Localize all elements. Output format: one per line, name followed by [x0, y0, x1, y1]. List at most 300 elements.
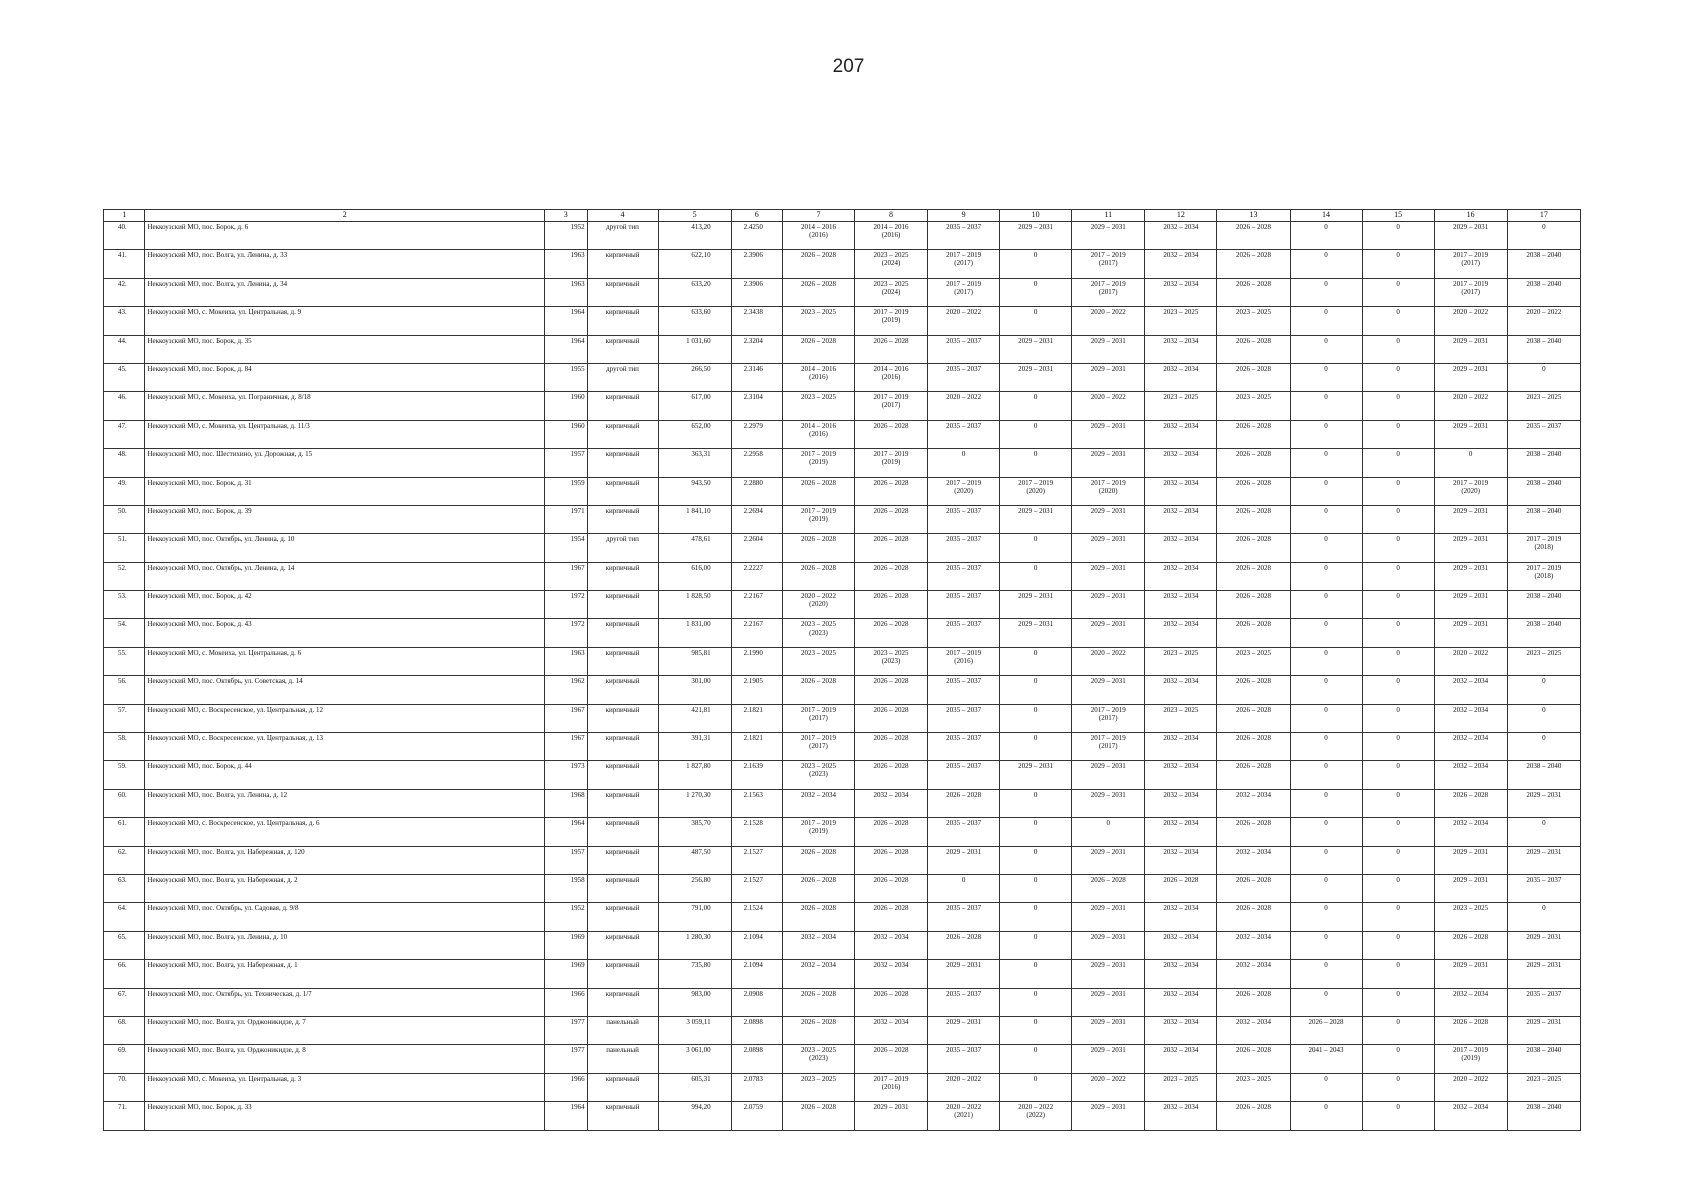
table-cell-col-10: 0 — [1000, 818, 1072, 846]
table-row — [104, 960, 1581, 988]
table-cell-col-12: 2023 – 2025 — [1145, 704, 1217, 732]
table-cell-col-10: 2029 – 2031 — [1000, 222, 1072, 250]
table-cell-col-15: 0 — [1362, 733, 1434, 761]
table-cell-col-11: 2029 – 2031 — [1072, 931, 1145, 959]
table-cell-col-17: 2029 – 2031 — [1507, 960, 1580, 988]
table-row — [104, 733, 1581, 761]
table-cell-col-9: 2035 – 2037 — [928, 591, 1000, 619]
table-cell-col-6: 2.3438 — [731, 307, 782, 335]
table-cell-col-5: 301,00 — [658, 676, 731, 704]
table-cell-col-1: 64. — [104, 903, 145, 931]
table-cell-col-2: Неккоузский МО, пос. Октябрь, ул. Ленина, д. 10 — [145, 534, 545, 562]
table-cell-col-12: 2032 – 2034 — [1145, 505, 1217, 533]
column-header-4: 4 — [587, 210, 658, 222]
table-cell-col-6: 2.3906 — [731, 278, 782, 306]
table-cell-col-13: 2023 – 2025 — [1217, 307, 1290, 335]
table-cell-col-14: 2026 – 2028 — [1290, 1016, 1362, 1044]
table-cell-col-13: 2026 – 2028 — [1217, 874, 1290, 902]
table-cell-col-9: 0 — [928, 449, 1000, 477]
table-cell-col-17: 2023 – 2025 — [1507, 392, 1580, 420]
table-cell-col-9: 2020 – 2022 — [928, 1073, 1000, 1101]
table-cell-col-1: 61. — [104, 818, 145, 846]
table-cell-col-7: 2026 – 2028 — [782, 1016, 854, 1044]
table-cell-col-3: 1964 — [545, 818, 588, 846]
column-header-2: 2 — [145, 210, 545, 222]
table-cell-col-11: 2029 – 2031 — [1072, 222, 1145, 250]
table-cell-col-9: 2035 – 2037 — [928, 1045, 1000, 1073]
table-cell-col-5: 391,31 — [658, 733, 731, 761]
table-cell-col-14: 0 — [1290, 761, 1362, 789]
table-cell-col-17: 2038 – 2040 — [1507, 591, 1580, 619]
table-cell-col-8: 2026 – 2028 — [854, 477, 927, 505]
table-cell-col-13: 2026 – 2028 — [1217, 619, 1290, 647]
table-cell-col-17: 2038 – 2040 — [1507, 505, 1580, 533]
table-cell-col-2: Неккоузский МО, с. Мокеиха, ул. Центральная, д. 6 — [145, 647, 545, 675]
table-cell-col-3: 1959 — [545, 477, 588, 505]
table-cell-col-17: 2017 – 2019 (2018) — [1507, 562, 1580, 590]
table-cell-col-17: 0 — [1507, 818, 1580, 846]
table-cell-col-9: 2020 – 2022 (2021) — [928, 1102, 1000, 1130]
table-cell-col-15: 0 — [1362, 278, 1434, 306]
table-cell-col-7: 2026 – 2028 — [782, 846, 854, 874]
table-cell-col-17: 0 — [1507, 363, 1580, 391]
table-cell-col-16: 2032 – 2034 — [1434, 704, 1507, 732]
table-cell-col-13: 2026 – 2028 — [1217, 591, 1290, 619]
table-cell-col-4: кирпичный — [587, 392, 658, 420]
table-cell-col-5: 413,20 — [658, 222, 731, 250]
table-cell-col-11: 2029 – 2031 — [1072, 449, 1145, 477]
table-cell-col-16: 2029 – 2031 — [1434, 335, 1507, 363]
table-cell-col-6: 2.1563 — [731, 789, 782, 817]
table-cell-col-16: 2017 – 2019 (2017) — [1434, 250, 1507, 278]
table-cell-col-3: 1972 — [545, 619, 588, 647]
table-cell-col-12: 2023 – 2025 — [1145, 307, 1217, 335]
table-cell-col-5: 1 280,30 — [658, 931, 731, 959]
table-row — [104, 392, 1581, 420]
table-cell-col-16: 2032 – 2034 — [1434, 733, 1507, 761]
table-cell-col-11: 2029 – 2031 — [1072, 846, 1145, 874]
table-cell-col-11: 2029 – 2031 — [1072, 363, 1145, 391]
table-cell-col-13: 2026 – 2028 — [1217, 449, 1290, 477]
table-row — [104, 903, 1581, 931]
table-cell-col-7: 2017 – 2019 (2017) — [782, 733, 854, 761]
table-cell-col-13: 2026 – 2028 — [1217, 505, 1290, 533]
table-cell-col-15: 0 — [1362, 704, 1434, 732]
table-cell-col-13: 2026 – 2028 — [1217, 477, 1290, 505]
table-cell-col-11: 2029 – 2031 — [1072, 1016, 1145, 1044]
table-cell-col-6: 2.1527 — [731, 874, 782, 902]
table-cell-col-13: 2026 – 2028 — [1217, 761, 1290, 789]
table-cell-col-17: 0 — [1507, 222, 1580, 250]
table-cell-col-16: 2023 – 2025 — [1434, 903, 1507, 931]
page-number: 207 — [832, 56, 865, 77]
table-cell-col-2: Неккоузский МО, с. Воскресенское, ул. Центральная, д. 6 — [145, 818, 545, 846]
table-cell-col-2: Неккоузский МО, пос. Волга, ул. Набережная, д. 120 — [145, 846, 545, 874]
table-cell-col-12: 2032 – 2034 — [1145, 903, 1217, 931]
table-cell-col-3: 1957 — [545, 846, 588, 874]
table-cell-col-16: 2020 – 2022 — [1434, 1073, 1507, 1101]
table-cell-col-14: 0 — [1290, 903, 1362, 931]
table-cell-col-14: 0 — [1290, 931, 1362, 959]
table-row — [104, 222, 1581, 250]
table-cell-col-3: 1966 — [545, 988, 588, 1016]
table-cell-col-4: кирпичный — [587, 250, 658, 278]
table-cell-col-17: 0 — [1507, 733, 1580, 761]
table-cell-col-14: 0 — [1290, 307, 1362, 335]
table-cell-col-14: 0 — [1290, 676, 1362, 704]
table-cell-col-17: 2035 – 2037 — [1507, 874, 1580, 902]
table-cell-col-2: Неккоузский МО, пос. Борок, д. 33 — [145, 1102, 545, 1130]
table-cell-col-13: 2026 – 2028 — [1217, 363, 1290, 391]
table-cell-col-4: кирпичный — [587, 846, 658, 874]
table-cell-col-9: 2017 – 2019 (2017) — [928, 250, 1000, 278]
table-cell-col-4: кирпичный — [587, 505, 658, 533]
table-cell-col-8: 2026 – 2028 — [854, 1045, 927, 1073]
table-cell-col-6: 2.2694 — [731, 505, 782, 533]
table-cell-col-17: 2035 – 2037 — [1507, 420, 1580, 448]
table-cell-col-2: Неккоузский МО, пос. Борок, д. 31 — [145, 477, 545, 505]
table-cell-col-5: 1 827,80 — [658, 761, 731, 789]
table-cell-col-5: 3 061,00 — [658, 1045, 731, 1073]
table-cell-col-4: другой тип — [587, 222, 658, 250]
table-row — [104, 534, 1581, 562]
table-cell-col-4: другой тип — [587, 534, 658, 562]
table-cell-col-6: 2.1905 — [731, 676, 782, 704]
table-cell-col-14: 0 — [1290, 477, 1362, 505]
table-cell-col-8: 2026 – 2028 — [854, 733, 927, 761]
table-cell-col-14: 0 — [1290, 420, 1362, 448]
table-cell-col-14: 0 — [1290, 505, 1362, 533]
table-cell-col-11: 2029 – 2031 — [1072, 960, 1145, 988]
table-cell-col-17: 2029 – 2031 — [1507, 846, 1580, 874]
housing-repair-table — [103, 209, 1581, 1131]
table-cell-col-17: 2023 – 2025 — [1507, 647, 1580, 675]
table-cell-col-6: 2.3146 — [731, 363, 782, 391]
table-cell-col-10: 0 — [1000, 874, 1072, 902]
table-cell-col-1: 42. — [104, 278, 145, 306]
table-cell-col-7: 2023 – 2025 — [782, 392, 854, 420]
table-cell-col-5: 3 059,11 — [658, 1016, 731, 1044]
table-cell-col-10: 0 — [1000, 1045, 1072, 1073]
table-cell-col-14: 0 — [1290, 647, 1362, 675]
table-cell-col-13: 2026 – 2028 — [1217, 1045, 1290, 1073]
table-cell-col-1: 69. — [104, 1045, 145, 1073]
table-cell-col-17: 2038 – 2040 — [1507, 278, 1580, 306]
table-cell-col-11: 2029 – 2031 — [1072, 761, 1145, 789]
table-cell-col-17: 2038 – 2040 — [1507, 761, 1580, 789]
table-cell-col-12: 2032 – 2034 — [1145, 278, 1217, 306]
table-cell-col-3: 1964 — [545, 307, 588, 335]
table-cell-col-5: 994,20 — [658, 1102, 731, 1130]
table-cell-col-1: 67. — [104, 988, 145, 1016]
table-cell-col-2: Неккоузский МО, пос. Борок, д. 39 — [145, 505, 545, 533]
table-row — [104, 307, 1581, 335]
table-cell-col-2: Неккоузский МО, с. Воскресенское, ул. Центральная, д. 13 — [145, 733, 545, 761]
table-cell-col-3: 1964 — [545, 1102, 588, 1130]
table-cell-col-12: 2032 – 2034 — [1145, 591, 1217, 619]
table-cell-col-5: 487,50 — [658, 846, 731, 874]
table-cell-col-13: 2026 – 2028 — [1217, 903, 1290, 931]
table-cell-col-1: 60. — [104, 789, 145, 817]
table-cell-col-5: 633,60 — [658, 307, 731, 335]
table-cell-col-15: 0 — [1362, 1073, 1434, 1101]
table-cell-col-13: 2026 – 2028 — [1217, 676, 1290, 704]
table-cell-col-3: 1967 — [545, 704, 588, 732]
table-cell-col-13: 2023 – 2025 — [1217, 1073, 1290, 1101]
table-cell-col-5: 363,31 — [658, 449, 731, 477]
table-cell-col-3: 1962 — [545, 676, 588, 704]
table-cell-col-8: 2026 – 2028 — [854, 534, 927, 562]
table-cell-col-2: Неккоузский МО, пос. Волга, ул. Набережная, д. 2 — [145, 874, 545, 902]
table-cell-col-10: 0 — [1000, 449, 1072, 477]
table-cell-col-12: 2032 – 2034 — [1145, 960, 1217, 988]
table-cell-col-8: 2017 – 2019 (2017) — [854, 392, 927, 420]
table-cell-col-16: 2029 – 2031 — [1434, 534, 1507, 562]
table-cell-col-1: 48. — [104, 449, 145, 477]
table-cell-col-13: 2023 – 2025 — [1217, 647, 1290, 675]
table-cell-col-4: кирпичный — [587, 903, 658, 931]
table-cell-col-14: 0 — [1290, 1102, 1362, 1130]
table-cell-col-12: 2032 – 2034 — [1145, 818, 1217, 846]
table-cell-col-8: 2017 – 2019 (2016) — [854, 1073, 927, 1101]
table-cell-col-2: Неккоузский МО, пос. Октябрь, ул. Ленина, д. 14 — [145, 562, 545, 590]
table-cell-col-7: 2017 – 2019 (2019) — [782, 818, 854, 846]
table-cell-col-8: 2032 – 2034 — [854, 931, 927, 959]
table-cell-col-12: 2032 – 2034 — [1145, 988, 1217, 1016]
table-cell-col-14: 0 — [1290, 363, 1362, 391]
table-cell-col-10: 2029 – 2031 — [1000, 363, 1072, 391]
table-cell-col-8: 2026 – 2028 — [854, 988, 927, 1016]
table-cell-col-11: 0 — [1072, 818, 1145, 846]
table-cell-col-7: 2023 – 2025 — [782, 647, 854, 675]
table-cell-col-10: 0 — [1000, 1073, 1072, 1101]
table-cell-col-2: Неккоузский МО, пос. Волга, ул. Ленина, д. 10 — [145, 931, 545, 959]
table-cell-col-5: 1 270,30 — [658, 789, 731, 817]
table-cell-col-17: 2038 – 2040 — [1507, 1045, 1580, 1073]
table-cell-col-14: 0 — [1290, 960, 1362, 988]
table-cell-col-5: 983,00 — [658, 988, 731, 1016]
table-cell-col-14: 0 — [1290, 733, 1362, 761]
table-cell-col-4: кирпичный — [587, 647, 658, 675]
table-row — [104, 562, 1581, 590]
table-row — [104, 363, 1581, 391]
table-cell-col-8: 2014 – 2016 (2016) — [854, 222, 927, 250]
table-cell-col-10: 0 — [1000, 1016, 1072, 1044]
table-cell-col-17: 2029 – 2031 — [1507, 1016, 1580, 1044]
table-cell-col-12: 2032 – 2034 — [1145, 1045, 1217, 1073]
table-cell-col-6: 2.3906 — [731, 250, 782, 278]
table-cell-col-9: 2035 – 2037 — [928, 222, 1000, 250]
table-cell-col-8: 2026 – 2028 — [854, 874, 927, 902]
table-cell-col-13: 2032 – 2034 — [1217, 846, 1290, 874]
table-cell-col-3: 1960 — [545, 392, 588, 420]
table-cell-col-5: 791,00 — [658, 903, 731, 931]
table-cell-col-11: 2017 – 2019 (2020) — [1072, 477, 1145, 505]
table-cell-col-12: 2032 – 2034 — [1145, 363, 1217, 391]
table-cell-col-4: другой тип — [587, 363, 658, 391]
table-cell-col-9: 2035 – 2037 — [928, 988, 1000, 1016]
table-cell-col-10: 0 — [1000, 647, 1072, 675]
table-cell-col-1: 51. — [104, 534, 145, 562]
table-cell-col-11: 2026 – 2028 — [1072, 874, 1145, 902]
table-cell-col-3: 1973 — [545, 761, 588, 789]
table-cell-col-16: 2020 – 2022 — [1434, 307, 1507, 335]
table-cell-col-2: Неккоузский МО, пос. Октябрь, ул. Техническая, д. 1/7 — [145, 988, 545, 1016]
table-cell-col-3: 1952 — [545, 222, 588, 250]
table-row — [104, 676, 1581, 704]
table-cell-col-2: Неккоузский МО, с. Воскресенское, ул. Центральная, д. 12 — [145, 704, 545, 732]
table-cell-col-8: 2023 – 2025 (2023) — [854, 647, 927, 675]
table-cell-col-6: 2.2979 — [731, 420, 782, 448]
table-cell-col-16: 2017 – 2019 (2019) — [1434, 1045, 1507, 1073]
table-cell-col-9: 2029 – 2031 — [928, 846, 1000, 874]
table-cell-col-16: 0 — [1434, 449, 1507, 477]
table-cell-col-3: 1969 — [545, 960, 588, 988]
table-cell-col-14: 0 — [1290, 222, 1362, 250]
table-cell-col-13: 2023 – 2025 — [1217, 392, 1290, 420]
column-header-16: 16 — [1434, 210, 1507, 222]
table-cell-col-15: 0 — [1362, 392, 1434, 420]
column-header-6: 6 — [731, 210, 782, 222]
table-row — [104, 335, 1581, 363]
table-cell-col-5: 617,00 — [658, 392, 731, 420]
table-cell-col-11: 2020 – 2022 — [1072, 307, 1145, 335]
table-cell-col-6: 2.1821 — [731, 733, 782, 761]
table-cell-col-14: 0 — [1290, 818, 1362, 846]
table-cell-col-10: 0 — [1000, 931, 1072, 959]
table-row — [104, 818, 1581, 846]
table-cell-col-5: 633,20 — [658, 278, 731, 306]
table-cell-col-8: 2026 – 2028 — [854, 420, 927, 448]
table-cell-col-10: 2029 – 2031 — [1000, 619, 1072, 647]
table-cell-col-17: 2020 – 2022 — [1507, 307, 1580, 335]
table-cell-col-16: 2026 – 2028 — [1434, 1016, 1507, 1044]
table-cell-col-9: 2035 – 2037 — [928, 818, 1000, 846]
table-cell-col-12: 2032 – 2034 — [1145, 931, 1217, 959]
table-cell-col-15: 0 — [1362, 1045, 1434, 1073]
table-row — [104, 704, 1581, 732]
table-cell-col-12: 2023 – 2025 — [1145, 392, 1217, 420]
table-cell-col-15: 0 — [1362, 619, 1434, 647]
table-cell-col-3: 1952 — [545, 903, 588, 931]
table-cell-col-6: 2.0783 — [731, 1073, 782, 1101]
table-cell-col-15: 0 — [1362, 676, 1434, 704]
table-cell-col-13: 2032 – 2034 — [1217, 1016, 1290, 1044]
table-cell-col-4: кирпичный — [587, 278, 658, 306]
table-cell-col-4: кирпичный — [587, 931, 658, 959]
table-cell-col-13: 2032 – 2034 — [1217, 931, 1290, 959]
table-cell-col-4: панельный — [587, 1045, 658, 1073]
table-cell-col-7: 2026 – 2028 — [782, 278, 854, 306]
table-cell-col-17: 0 — [1507, 704, 1580, 732]
table-cell-col-15: 0 — [1362, 335, 1434, 363]
table-cell-col-17: 2038 – 2040 — [1507, 477, 1580, 505]
table-cell-col-3: 1954 — [545, 534, 588, 562]
table-cell-col-15: 0 — [1362, 846, 1434, 874]
table-cell-col-13: 2026 – 2028 — [1217, 335, 1290, 363]
table-cell-col-7: 2026 – 2028 — [782, 988, 854, 1016]
table-cell-col-6: 2.3204 — [731, 335, 782, 363]
table-cell-col-2: Неккоузский МО, пос. Борок, д. 84 — [145, 363, 545, 391]
table-cell-col-5: 1 828,50 — [658, 591, 731, 619]
table-cell-col-5: 256,80 — [658, 874, 731, 902]
table-cell-col-7: 2014 – 2016 (2016) — [782, 420, 854, 448]
table-cell-col-7: 2026 – 2028 — [782, 250, 854, 278]
table-cell-col-6: 2.0759 — [731, 1102, 782, 1130]
table-cell-col-6: 2.2880 — [731, 477, 782, 505]
table-cell-col-16: 2029 – 2031 — [1434, 222, 1507, 250]
table-cell-col-15: 0 — [1362, 1102, 1434, 1130]
table-cell-col-16: 2017 – 2019 (2017) — [1434, 278, 1507, 306]
column-header-15: 15 — [1362, 210, 1434, 222]
table-cell-col-12: 2023 – 2025 — [1145, 647, 1217, 675]
table-cell-col-11: 2029 – 2031 — [1072, 676, 1145, 704]
table-cell-col-5: 1 841,10 — [658, 505, 731, 533]
table-cell-col-16: 2029 – 2031 — [1434, 420, 1507, 448]
table-cell-col-9: 2026 – 2028 — [928, 789, 1000, 817]
table-cell-col-16: 2029 – 2031 — [1434, 505, 1507, 533]
table-cell-col-5: 385,70 — [658, 818, 731, 846]
table-cell-col-10: 2017 – 2019 (2020) — [1000, 477, 1072, 505]
table-row — [104, 988, 1581, 1016]
table-cell-col-2: Неккоузский МО, пос. Волга, ул. Орджоникидзе, д. 8 — [145, 1045, 545, 1073]
table-cell-col-6: 2.3104 — [731, 392, 782, 420]
table-row — [104, 1045, 1581, 1073]
table-cell-col-11: 2029 – 2031 — [1072, 988, 1145, 1016]
table-cell-col-2: Неккоузский МО, с. Мокеиха, ул. Центральная, д. 11/3 — [145, 420, 545, 448]
table-cell-col-15: 0 — [1362, 647, 1434, 675]
table-cell-col-8: 2026 – 2028 — [854, 676, 927, 704]
table-cell-col-16: 2029 – 2031 — [1434, 960, 1507, 988]
table-cell-col-10: 0 — [1000, 250, 1072, 278]
table-cell-col-14: 0 — [1290, 846, 1362, 874]
table-cell-col-6: 2.1821 — [731, 704, 782, 732]
table-cell-col-2: Неккоузский МО, пос. Борок, д. 35 — [145, 335, 545, 363]
table-cell-col-15: 0 — [1362, 960, 1434, 988]
table-cell-col-6: 2.1527 — [731, 846, 782, 874]
table-cell-col-8: 2023 – 2025 (2024) — [854, 278, 927, 306]
table-cell-col-14: 0 — [1290, 449, 1362, 477]
table-cell-col-3: 1969 — [545, 931, 588, 959]
table-cell-col-7: 2032 – 2034 — [782, 931, 854, 959]
table-cell-col-3: 1967 — [545, 733, 588, 761]
table-row — [104, 789, 1581, 817]
table-cell-col-6: 2.4250 — [731, 222, 782, 250]
table-cell-col-3: 1957 — [545, 449, 588, 477]
table-cell-col-1: 56. — [104, 676, 145, 704]
table-cell-col-17: 2038 – 2040 — [1507, 1102, 1580, 1130]
table-cell-col-7: 2023 – 2025 (2023) — [782, 761, 854, 789]
table-cell-col-12: 2032 – 2034 — [1145, 761, 1217, 789]
table-cell-col-14: 0 — [1290, 335, 1362, 363]
table-cell-col-14: 2041 – 2043 — [1290, 1045, 1362, 1073]
table-cell-col-12: 2032 – 2034 — [1145, 789, 1217, 817]
table-cell-col-2: Неккоузский МО, пос. Волга, ул. Набережная, д. 1 — [145, 960, 545, 988]
table-cell-col-10: 2029 – 2031 — [1000, 761, 1072, 789]
table-cell-col-8: 2026 – 2028 — [854, 562, 927, 590]
table-cell-col-15: 0 — [1362, 818, 1434, 846]
table-cell-col-6: 2.2167 — [731, 619, 782, 647]
table-row — [104, 931, 1581, 959]
table-cell-col-11: 2029 – 2031 — [1072, 619, 1145, 647]
table-row — [104, 874, 1581, 902]
table-cell-col-1: 68. — [104, 1016, 145, 1044]
table-cell-col-17: 2038 – 2040 — [1507, 449, 1580, 477]
table-cell-col-14: 0 — [1290, 874, 1362, 902]
table-cell-col-7: 2032 – 2034 — [782, 789, 854, 817]
table-cell-col-12: 2032 – 2034 — [1145, 250, 1217, 278]
table-cell-col-10: 0 — [1000, 534, 1072, 562]
